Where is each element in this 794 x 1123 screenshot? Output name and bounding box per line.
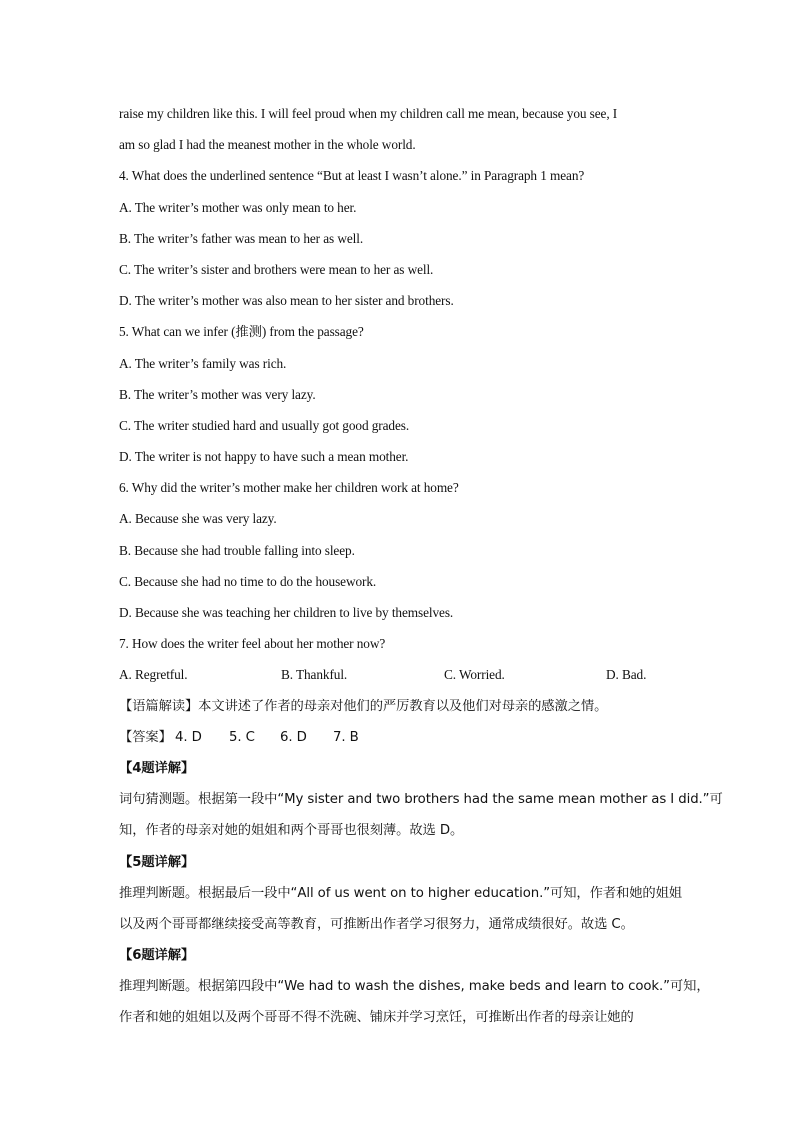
q5-explanation-heading: 【5题详解】 <box>119 854 195 870</box>
question-4-option-c: C. The writer’s sister and brothers were mean to her as well. <box>119 261 434 277</box>
q6-explanation-line: 推理判断题。根据第四段中“We had to wash the dishes, make beds and learn to cook.”可知， <box>119 979 710 995</box>
question-5-option-d: D. The writer is not happy to have such a mean mother. <box>119 449 409 465</box>
document-page <box>119 98 723 1034</box>
question-6-option-a: A. Because she was very lazy. <box>119 511 277 527</box>
q5-explanation-line: 推理判断题。根据最后一段中“All of us went on to higher education.”可知，作者和她的姐姐 <box>119 885 682 901</box>
question-7-option-c: C. Worried. <box>444 667 505 683</box>
question-4-stem: 4. What does the underlined sentence “But at least I wasn’t alone.” in Paragraph 1 mean? <box>119 168 585 184</box>
passage-tail-line: am so glad I had the meanest mother in the whole world. <box>119 137 416 153</box>
q5-explanation-line: 以及两个哥哥都继续接受高等教育，可推断出作者学习很努力，通常成绩很好。故选 C。 <box>119 916 634 932</box>
question-7-options <box>119 659 675 690</box>
question-7-stem: 7. How does the writer feel about her mother now? <box>119 636 386 652</box>
answer-5: 5. C <box>229 729 255 745</box>
passage-summary: 【语篇解读】本文讲述了作者的母亲对他们的严厉教育以及他们对母亲的感激之情。 <box>119 698 608 714</box>
q4-explanation-line: 词句猜测题。根据第一段中“My sister and two brothers had the same mean mother as I did.”可 <box>119 792 723 808</box>
answer-7: 7. B <box>333 729 359 745</box>
q6-explanation-heading: 【6题详解】 <box>119 948 195 964</box>
question-7-option-b: B. Thankful. <box>281 667 348 683</box>
q4-explanation-line: 知，作者的母亲对她的姐姐和两个哥哥也很刻薄。故选 D。 <box>119 823 464 839</box>
answer-4: 4. D <box>175 729 202 745</box>
question-4-option-d: D. The writer’s mother was also mean to her sister and brothers. <box>119 293 454 309</box>
question-6-option-b: B. Because she had trouble falling into sleep. <box>119 542 355 558</box>
question-5-stem: 5. What can we infer (推测) from the passage? <box>119 324 364 340</box>
question-5-option-b: B. The writer’s mother was very lazy. <box>119 386 316 402</box>
answer-key-label: 【答案】 <box>119 729 172 745</box>
question-6-stem: 6. Why did the writer’s mother make her children work at home? <box>119 480 459 496</box>
question-7-option-a: A. Regretful. <box>119 667 188 683</box>
question-7-option-d: D. Bad. <box>606 667 647 683</box>
q6-explanation-line: 作者和她的姐姐以及两个哥哥不得不洗碗、铺床并学习烹饪，可推断出作者的母亲让她的 <box>119 1010 634 1026</box>
answer-6: 6. D <box>280 729 307 745</box>
question-4-option-a: A. The writer’s mother was only mean to her. <box>119 199 357 215</box>
question-5-option-c: C. The writer studied hard and usually got good grades. <box>119 417 410 433</box>
q4-explanation-heading: 【4题详解】 <box>119 760 195 776</box>
answer-key <box>119 722 675 753</box>
passage-tail-line: raise my children like this. I will feel proud when my children call me mean, because you see, I <box>119 106 618 121</box>
question-6-option-c: C. Because she had no time to do the housework. <box>119 573 377 589</box>
question-6-option-d: D. Because she was teaching her children to live by themselves. <box>119 605 454 620</box>
question-4-option-b: B. The writer’s father was mean to her as well. <box>119 230 364 246</box>
question-5-option-a: A. The writer’s family was rich. <box>119 355 287 371</box>
